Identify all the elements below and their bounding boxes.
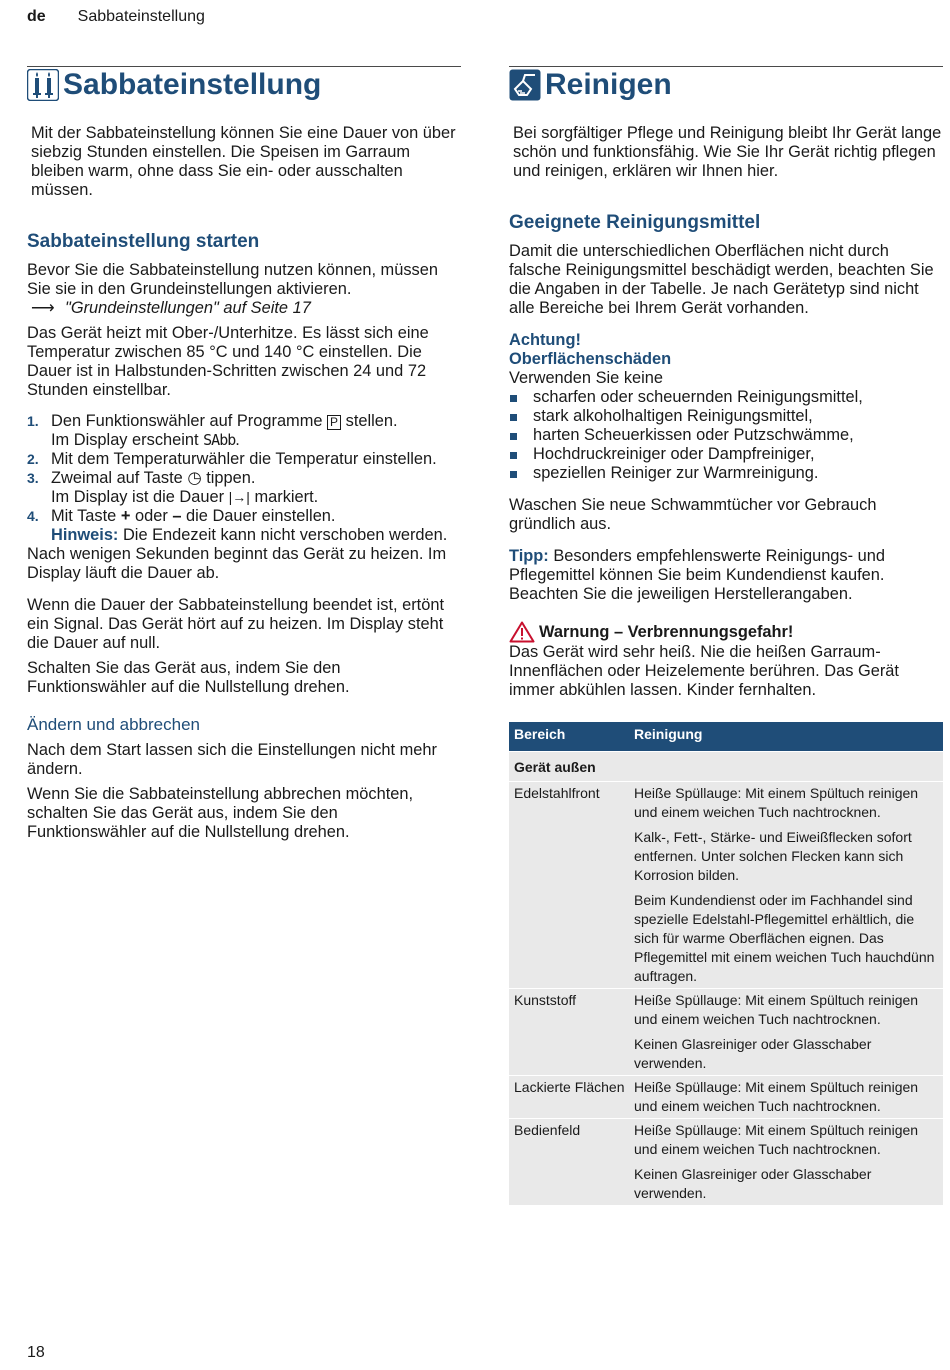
- section-header-cleaning: [509, 66, 943, 101]
- language-code: de: [27, 8, 46, 25]
- step-item: 3. Zweimal auf Taste ◷ tippen. Im Display ist die Dauer |→| markiert.: [27, 469, 319, 506]
- damage-label: Oberflächenschäden: [509, 350, 672, 368]
- paragraph: Waschen Sie neue Schwammtücher vor Gebrauch gründlich aus.: [509, 496, 877, 533]
- list-item: scharfen oder scheuernden Reinigungsmittel,: [509, 388, 943, 407]
- program-symbol-icon: P: [327, 415, 341, 430]
- cleaning-hand-icon: [509, 69, 541, 101]
- tip-label: Tipp:: [509, 547, 549, 565]
- section-header-sabbath: [27, 66, 461, 101]
- warning-triangle-icon: [509, 621, 535, 643]
- bullet-list: [509, 388, 943, 483]
- paragraph: Bevor Sie die Sabbateinstellung nutzen können, müssen Sie sie in den Grundeinstellungen aktivieren.: [27, 261, 438, 298]
- subsection-heading: Geeignete Reinigungsmittel: [509, 212, 761, 233]
- right-column: [509, 66, 943, 1205]
- paragraph: Schalten Sie das Gerät aus, indem Sie den Funktionswähler auf die Nullstellung drehen.: [27, 659, 350, 696]
- table-row: Lackierte Flächen Heiße Spüllauge: Mit einem Spültuch reinigen und einem weichen Tuch nachtrocknen.: [509, 1076, 943, 1119]
- list-item: Hochdruckreiniger oder Dampfreiniger,: [509, 445, 943, 464]
- warning-text: Das Gerät wird sehr heiß. Nie die heißen Garraum-Innenflächen oder Heizelemente berühren. Das Gerät immer abkühlen lassen. Kinder fernhalten.: [509, 643, 899, 699]
- paragraph: Nach wenigen Sekunden beginnt das Gerät zu heizen. Im Display läuft die Dauer ab.: [27, 545, 447, 582]
- table-row: Edelstahlfront Heiße Spüllauge: Mit einem Spültuch reinigen und einem weichen Tuch nachtrocknen. Kalk-, Fett-, Stärke- und Eiweißflecken sofort entfernen. Unter solchen Flecken kann sich Korrosion bilden. Beim Kundendienst oder im Fachhandel sind spezielle Edelstahl-Pflegemittel erhältlich, die sich für warme Oberflächen eignen. Das Pflegemittel mit einem weichen Tuch hauchdünn auftragen.: [509, 782, 943, 989]
- paragraph: Das Gerät heizt mit Ober-/Unterhitze. Es lässt sich eine Temperatur zwischen 85 °C und 140 °C einstellen. Die Dauer ist in Halbstunden-Schritten zwischen 24 und 72 Stunden einstellbar.: [27, 324, 429, 399]
- intro-paragraph: Mit der Sabbateinstellung können Sie eine Dauer von über siebzig Stunden einstellen. Die Speisen im Garraum bleiben warm, ohne dass Sie ein- oder ausschalten müssen.: [31, 124, 456, 199]
- plus-icon: +: [120, 507, 131, 525]
- paragraph: Wenn Sie die Sabbateinstellung abbrechen möchten, schalten Sie das Gerät aus, indem Sie den Funktionswähler auf die Nullstellung drehen.: [27, 785, 414, 841]
- warning-heading: Warnung – Verbrennungsgefahr!: [509, 621, 943, 643]
- step-item: 2. Mit dem Temperaturwähler die Temperatur einstellen.: [27, 450, 437, 468]
- paragraph: Wenn die Dauer der Sabbateinstellung beendet ist, ertönt ein Signal. Das Gerät hört auf zu heizen. Im Display steht die Dauer auf null.: [27, 596, 445, 652]
- subsection-heading: Ändern und abbrechen: [27, 715, 200, 734]
- intro-paragraph: Bei sorgfältiger Pflege und Reinigung bleibt Ihr Gerät lange schön und funktionsfähig. Wie Sie Ihr Gerät richtig pflegen und reinigen, erklären wir Ihnen hier.: [513, 124, 942, 180]
- cross-reference: ⟶ "Grundeinstellungen" auf Seite 17: [27, 299, 461, 318]
- subsection-heading: Sabbateinstellung starten: [27, 231, 260, 252]
- paragraph: Nach dem Start lassen sich die Einstellungen nicht mehr ändern.: [27, 741, 437, 778]
- note-label: Hinweis:: [51, 526, 119, 544]
- table-group-row: Gerät außen: [509, 752, 943, 782]
- step-item: 4. Mit Taste + oder – die Dauer einstellen. Hinweis: Die Endezeit kann nicht verschoben werden.: [27, 507, 448, 544]
- table-row: Kunststoff Heiße Spüllauge: Mit einem Spültuch reinigen und einem weichen Tuch nachtrocknen. Keinen Glasreiniger oder Glasschaber verwenden.: [509, 989, 943, 1076]
- step-list: [27, 412, 461, 545]
- chapter-name: Sabbateinstellung: [77, 8, 205, 25]
- running-header: [27, 8, 205, 26]
- list-item: speziellen Reiniger zur Warmreinigung.: [509, 464, 943, 483]
- section-title: Sabbateinstellung: [63, 68, 322, 101]
- display-sabb-icon: SAbb: [203, 431, 236, 449]
- section-title: Reinigen: [545, 68, 672, 101]
- minus-icon: –: [172, 507, 182, 525]
- clock-icon: ◷: [187, 469, 202, 487]
- list-item: stark alkoholhaltigen Reinigungsmittel,: [509, 407, 943, 426]
- page-number: 18: [27, 1344, 45, 1361]
- arrow-right-icon: ⟶: [31, 299, 55, 317]
- duration-icon: |→|: [228, 489, 250, 505]
- list-item: harten Scheuerkissen oder Putzschwämme,: [509, 426, 943, 445]
- table-row: Bedienfeld Heiße Spüllauge: Mit einem Spültuch reinigen und einem weichen Tuch nachtrocknen. Keinen Glasreiniger oder Glasschaber verwenden.: [509, 1119, 943, 1206]
- caution-label: Achtung!: [509, 331, 581, 349]
- table-header-cleaning: Reinigung: [629, 722, 943, 752]
- tip-paragraph: Tipp: Besonders empfehlenswerte Reinigungs- und Pflegemittel können Sie beim Kundendienst kaufen. Beachten Sie die jeweiligen Herstellerangaben.: [509, 547, 885, 603]
- paragraph: Verwenden Sie keine: [509, 369, 663, 387]
- paragraph: Damit die unterschiedlichen Oberflächen nicht durch falsche Reinigungsmittel beschädigt werden, beachten Sie die Angaben in der Tabelle. Je nach Gerätetyp sind nicht alle Bereiche bei Ihrem Gerät vorhanden.: [509, 242, 934, 317]
- sabbath-candles-icon: [27, 69, 59, 101]
- cleaning-table: [509, 722, 943, 1205]
- table-header-area: Bereich: [509, 722, 629, 752]
- left-column: [27, 66, 461, 842]
- step-item: 1. Den Funktionswähler auf Programme P stellen. Im Display erscheint SAbb.: [27, 412, 398, 449]
